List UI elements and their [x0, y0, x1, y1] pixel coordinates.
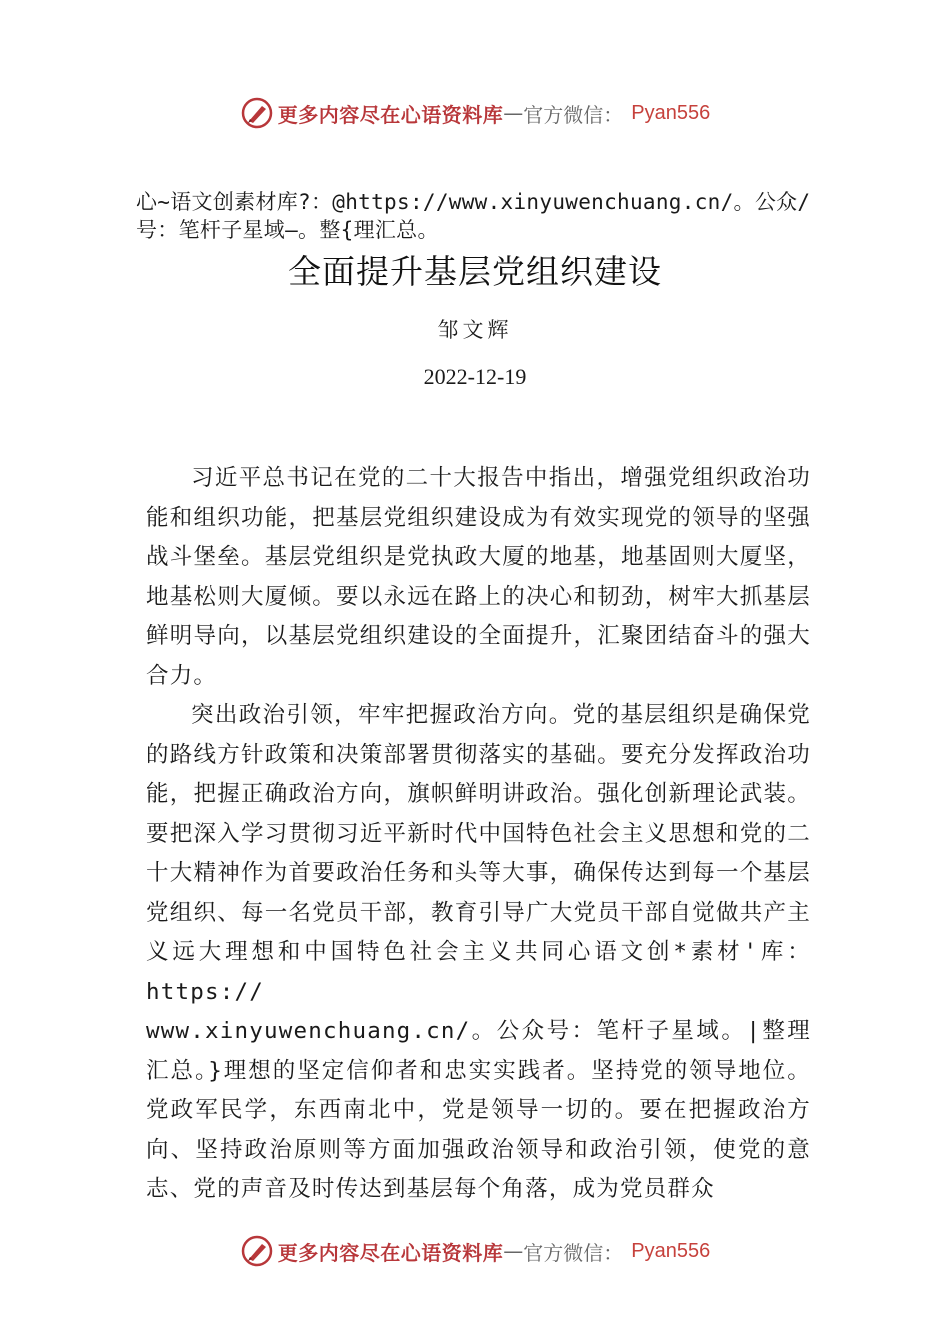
article-body — [146, 459, 811, 1210]
pen-logo-icon — [240, 1234, 274, 1268]
banner-account: Pyan556 — [631, 1239, 711, 1262]
banner-account: Pyan556 — [631, 101, 711, 124]
article-author: 邹文辉 — [437, 318, 513, 342]
paragraph: 习近平总书记在党的二十大报告中指出，增强党组织政治功能和组织功能，把基层党组织建设成为有效实现党的领导的坚强战斗堡垒。基层党组织是党执政大厦的地基，地基固则大厦坚，地基松则大厦倾。要以永远在路上的决心和韧劲，树牢大抓基层鲜明导向，以基层党组织建设的全面提升，汇聚团结奋斗的强大合力。 — [146, 465, 811, 689]
banner-dash: — — [503, 101, 524, 125]
banner-highlight: 更多内容尽在心语资料库 — [277, 102, 504, 127]
banner-label: 官方微信： — [523, 102, 624, 127]
article-title: 全面提升基层党组织建设 — [288, 252, 662, 291]
banner-highlight: 更多内容尽在心语资料库 — [277, 1240, 504, 1265]
banner-dash: — — [503, 1239, 524, 1263]
header-watermark-banner — [0, 96, 950, 130]
paragraph: 突出政治引领，牢牢把握政治方向。党的基层组织是确保党的路线方针政策和决策部署贯彻落实的基础。要充分发挥政治功能，把握正确政治方向，旗帜鲜明讲政治。强化创新理论武装。要把深入学习贯彻习近平新时代中国特色社会主义思想和党的二十大精神作为首要政治任务和头等大事，确保传达到每一个基层党组织、每一名党员干部，教育引导广大党员干部自觉做共产主义远大理想和中国特色社会主义共同心语文创*素材'库：https:// — [146, 702, 811, 1005]
pen-logo-icon — [240, 96, 274, 130]
footer-watermark-banner — [0, 1234, 950, 1268]
source-notice: 心~语文创素材库?：@https://www.xinyuwenchuang.cn/。公众/号：笔杆子星域—。整{理汇总。 — [136, 190, 811, 242]
paragraph-continuation: www.xinyuwenchuang.cn/。公众号：笔杆子星域。|整理汇总。}理想的坚定信仰者和忠实实践者。坚持党的领导地位。党政军民学，东西南北中，党是领导一切的。要在把握政治方向、坚持政治原则等方面加强政治领导和政治引领，使党的意志、党的声音及时传达到基层每个角落，成为党员群众 — [146, 1018, 811, 1202]
banner-label: 官方微信： — [523, 1240, 624, 1265]
article-date: 2022-12-19 — [423, 364, 527, 389]
